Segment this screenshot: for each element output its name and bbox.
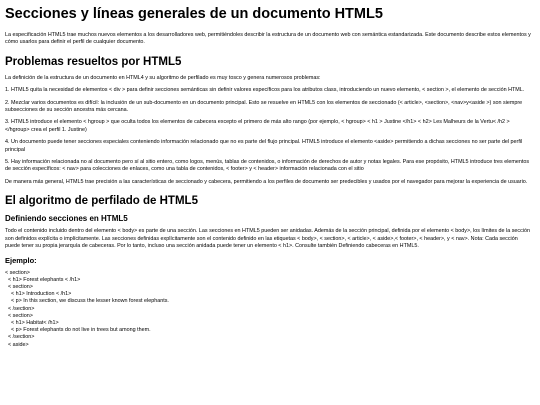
- code-line: < h1> Introduction < /h1>: [5, 291, 72, 298]
- code-line: < p> In this section, we discuss the lesser known forest elephants.: [5, 298, 169, 305]
- code-line: < section>: [5, 269, 30, 276]
- problems-lead: La definición de la estructura de un documento en HTML4 y su algoritmo de perfilado es muy tosco y genera numerosos problemas:: [5, 74, 321, 81]
- problem-item-4: 4. Un documento puede tener secciones especiales conteniendo información relacionado que no es parte del flujo principal. HTML5 introduce el elemento <aside> permitiendo a dichas secciones no ser parte del perfil principal: [5, 139, 523, 153]
- code-line: < h1> Habitat< /h1>: [5, 319, 59, 326]
- code-line: < p> Forest elephants do not live in trees but among them.: [5, 327, 151, 334]
- problems-conclusion: De manera más general, HTML5 trae precisión a las características de seccionado y cabecera, permitiendo a los perfiles de documento ser predecibles y usados por el navegador para mejorar la experiencia de usuario.: [5, 178, 528, 185]
- code-line: < /section>: [5, 334, 35, 341]
- code-line: < section>: [5, 312, 33, 319]
- page-title: Secciones y líneas generales de un documento HTML5: [5, 6, 383, 22]
- problem-item-2: 2. Mezclar varios documentos es difícil: la inclusión de un sub-documento en un documento principal. Esto se resuelve en HTML5 con los elementos de seccionado (< article>, <section>, <nav>y<aside >) son siempre subsecciones de su sección ancestra más cercana.: [5, 99, 523, 114]
- problem-item-5: 5. Hay información relacionada no al documento pero sí al sitio entero, como logos, menús, tablas de contenidos, o información de derechos de autor y notas legales. Para ese propósito, HTML5 introduce tres elementos de sección específicos: < nav> para colecciones de enlaces, como una tabla de contenidos, < footer> y < header> información relacionada con el sitio: [5, 159, 530, 173]
- sections-body: Todo el contenido incluido dentro del elemento < body> es parte de una sección. Las secciones en HTML5 pueden ser anidadas. Además de la sección principal, definida por el elemento < body>, los límites de la sección son definidos explícita o implícitamente. Las secciones definidas explícitamente son el contenido definido en las etiquetas < body>, < section>, < article>, < aside>,< footer>, < header>, y < nav>. Nota: Cada sección puede tener su propia jerarquía de cabeceras. Por lo tanto, incluso una sección anidada puede tener un elemento < h1>. Consulte también Definiendo cabeceras en HTML5.: [5, 228, 531, 250]
- code-line: < /section>: [5, 305, 35, 312]
- intro-paragraph: La especificación HTML5 trae muchos nuevos elementos a los desarrolladores web, permitiéndoles describir la estructura de un documento web con semántica estandarizada. Este documento describe estos elementos y cómo usarlos para definir el perfil de cualquier documento.: [5, 32, 531, 46]
- code-example: [5, 270, 534, 349]
- problem-item-3: 3. HTML5 introduce el elemento < hgroup > que oculta todos los elementos de cabecera excepto el primero de más alto rango (por ejemplo, < hgroup> < h1 > Justine </h1> < h2> Les Malheurs de la Vertu< /h2 > </hgroup> crea el perfil 1. Justine): [5, 119, 510, 133]
- code-line: < aside>: [5, 341, 29, 348]
- example-heading: Ejemplo:: [5, 255, 37, 265]
- problem-item-1: 1. HTML5 quita la necesidad de elementos < div > para definir secciones semánticas sin definir valores específicos para los atributos class, introduciendo un nuevo elemento, < section >, el elemento de sección HTML.: [5, 87, 525, 94]
- algorithm-heading: El algoritmo de perfilado de HTML5: [5, 195, 198, 208]
- code-line: < section>: [5, 283, 33, 290]
- sections-subheading: Definiendo secciones en HTML5: [5, 214, 128, 224]
- code-line: < h1> Forest elephants < /h1>: [5, 276, 81, 283]
- problems-heading: Problemas resueltos por HTML5: [5, 55, 182, 68]
